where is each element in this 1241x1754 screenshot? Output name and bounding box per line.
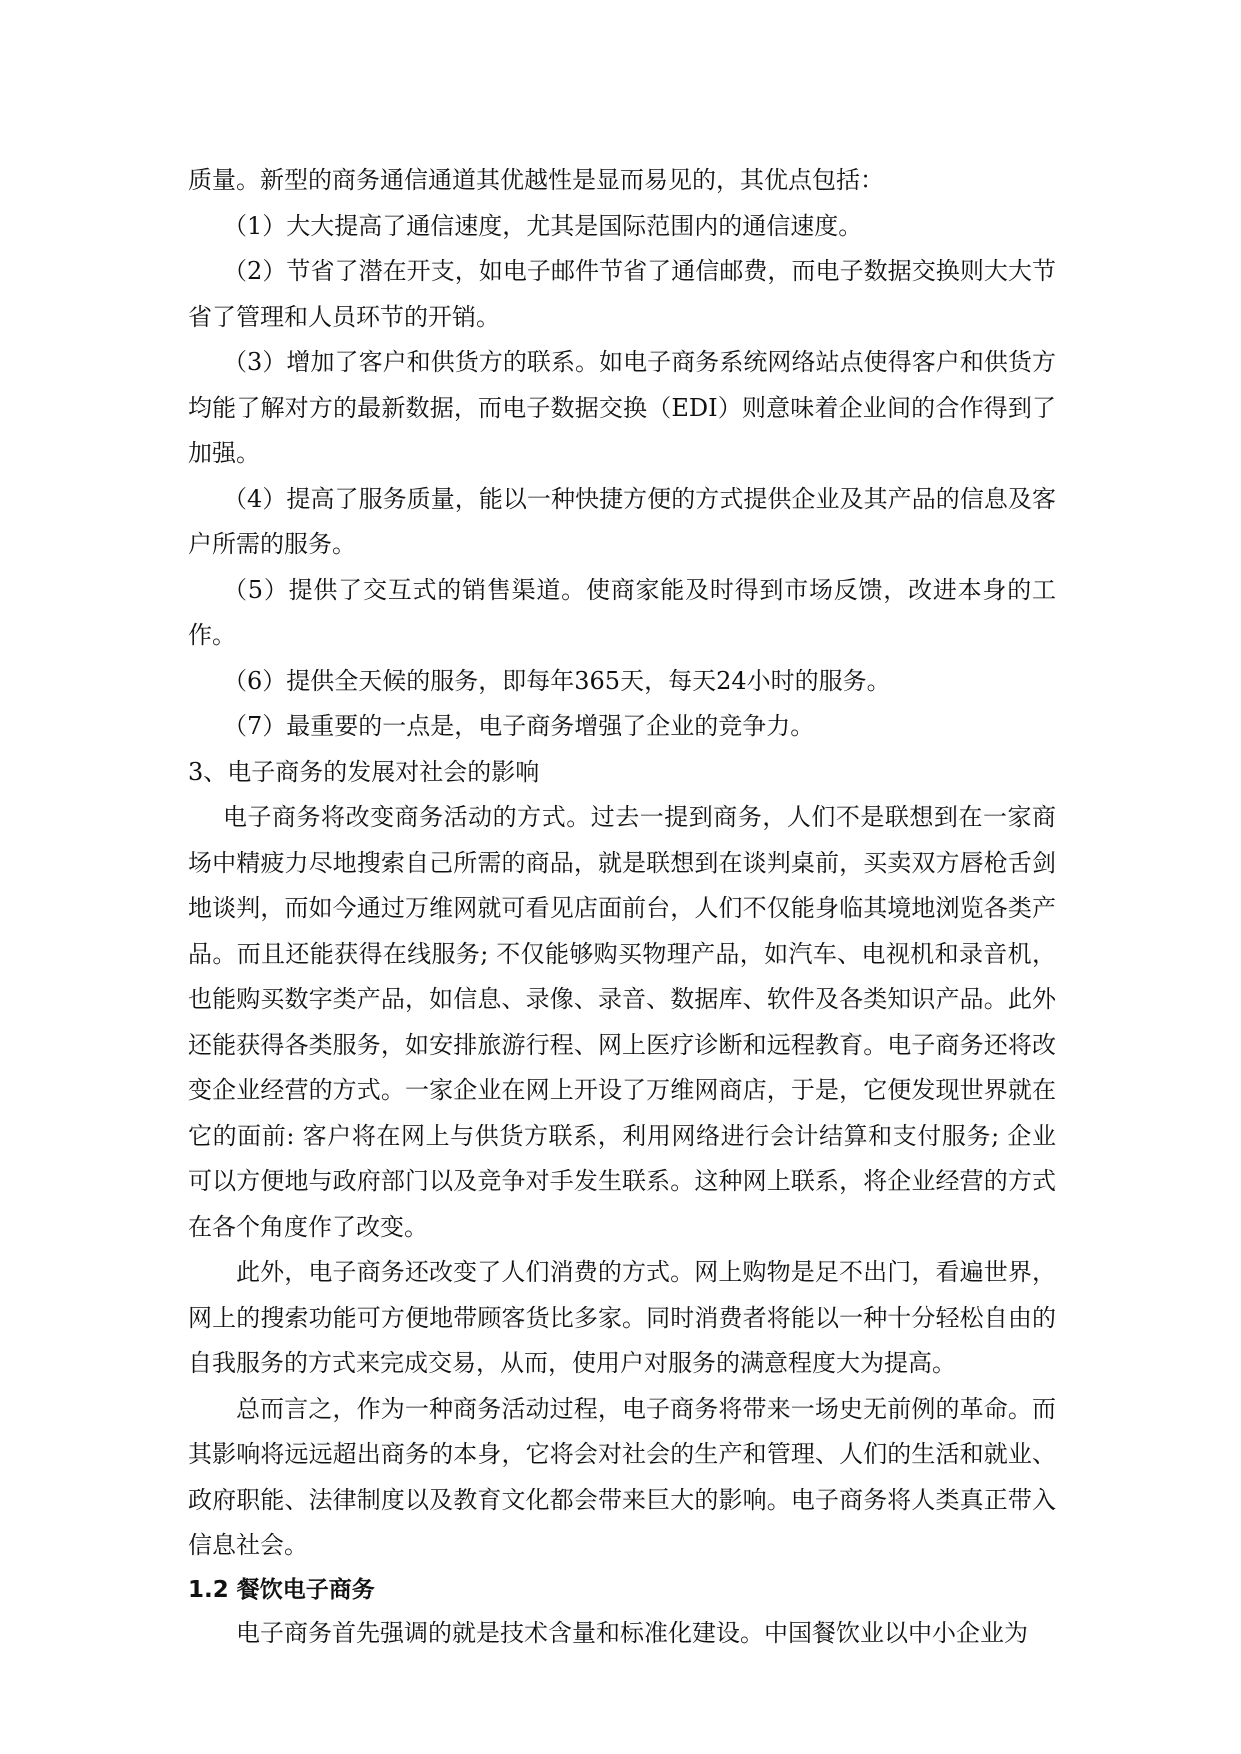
list-item-6: （6）提供全天候的服务，即每年365天，每天24小时的服务。 [223,666,891,695]
list-item-3: （3）增加了客户和供货方的联系。如电子商务系统网络站点使得客户和供货方均能了解对方的最新数据，而电子数据交换（EDI）则意味着企业间的合作得到了加强。 [188,348,1056,467]
list-item-7: （7）最重要的一点是，电子商务增强了企业的竞争力。 [223,712,815,740]
list-item-2: （2）节省了潜在开支，如电子邮件节省了通信邮费，而电子数据交换则大大节省了管理和人员环节的开销。 [188,257,1056,331]
list-item-1: （1）大大提高了通信速度，尤其是国际范围内的通信速度。 [223,211,863,240]
paragraph-continuation: 质量。新型的商务通信通道其优越性是显而易见的，其优点包括： [188,166,884,194]
document-body [188,158,1056,1656]
paragraph-business-change: 电子商务将改变商务活动的方式。过去一提到商务，人们不是联想到在一家商场中精疲力尽地搜索自己所需的商品，就是联想到在谈判桌前，买卖双方唇枪舌剑地谈判，而如今通过万维网就可看见店面前台，人们不仅能身临其境地浏览各类产品。而且还能获得在线服务; 不仅能够购买物理产品，如汽车、电视机和录音机，也能购买数字类产品，如信息、录像、录音、数据库、软件及各类知识产品。此外还能获得各类服务，如安排旅游行程、网上医疗诊断和远程教育。电子商务还将改变企业经营的方式。一家企业在网上开设了万维网商店，于是，它便发现世界就在它的面前: 客户将在网上与供货方联系，利用网络进行会计结算和支付服务; 企业可以方便地与政府部门以及竞争对手发生联系。这种网上联系，将企业经营的方式在各个角度作了改变。 [188,803,1056,1241]
paragraph-summary: 总而言之，作为一种商务活动过程，电子商务将带来一场史无前例的革命。而其影响将远远超出商务的本身，它将会对社会的生产和管理、人们的生活和就业、政府职能、法律制度以及教育文化都会带来巨大的影响。电子商务将人类真正带入信息社会。 [188,1394,1056,1559]
paragraph-consumption-change: 此外，电子商务还改变了人们消费的方式。网上购物是足不出门，看遍世界，网上的搜索功能可方便地带顾客货比多家。同时消费者将能以一种十分轻松自由的自我服务的方式来完成交易，从而，使用户对服务的满意程度大为提高。 [188,1258,1056,1377]
list-item-4: （4）提高了服务质量，能以一种快捷方便的方式提供企业及其产品的信息及客户所需的服务。 [188,484,1056,558]
list-item-5: （5）提供了交互式的销售渠道。使商家能及时得到市场反馈，改进本身的工作。 [188,575,1056,649]
section-heading-1-2: 1.2 餐饮电子商务 [188,1576,375,1603]
paragraph-catering-ecommerce: 电子商务首先强调的就是技术含量和标准化建设。中国餐饮业以中小企业为 [236,1618,1028,1647]
section-title-3: 3、电子商务的发展对社会的影响 [188,757,540,786]
